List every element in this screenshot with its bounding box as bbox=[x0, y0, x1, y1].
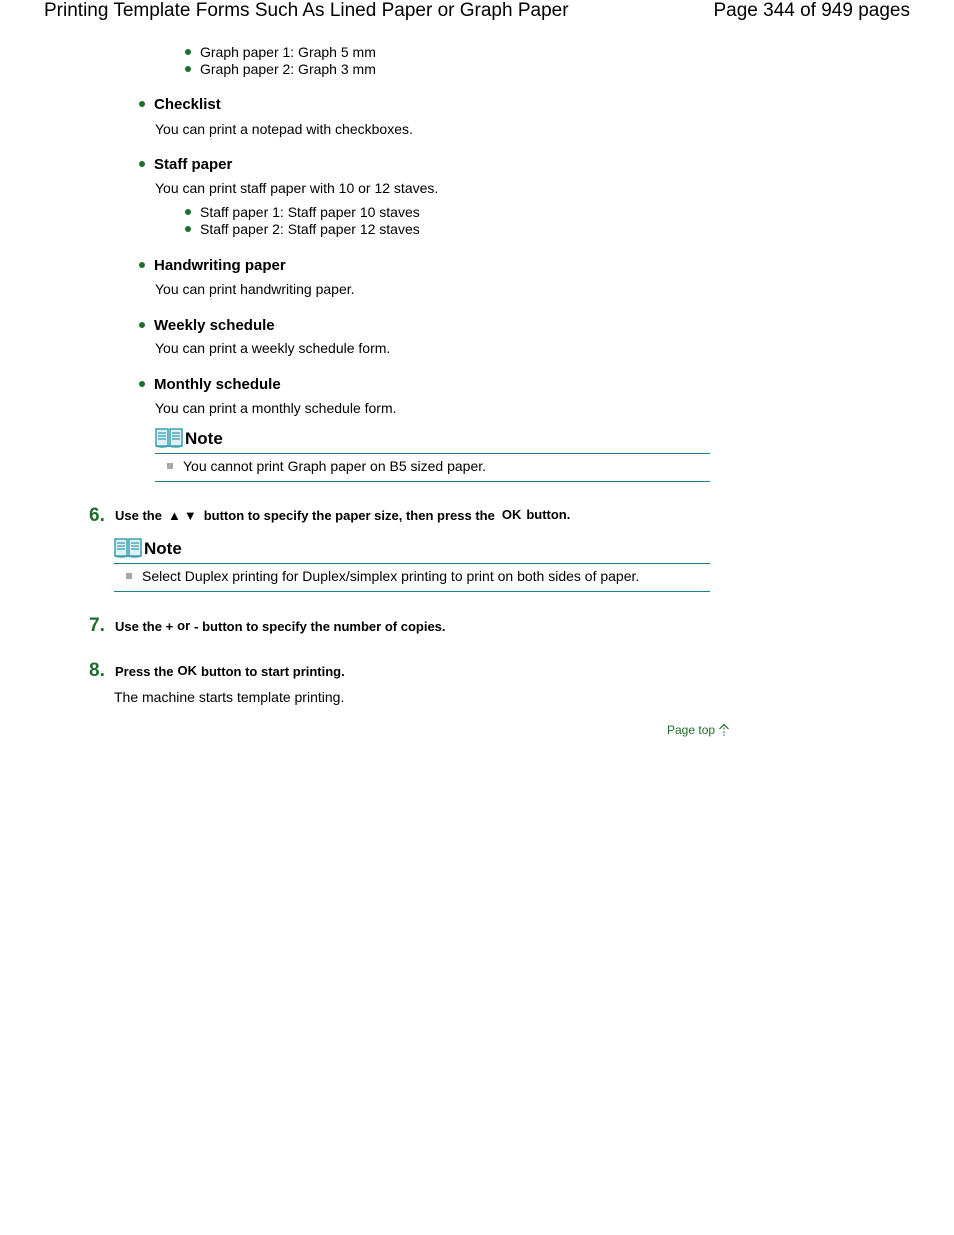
note-divider bbox=[114, 591, 710, 592]
step-number: 6. bbox=[89, 505, 105, 526]
book-icon bbox=[155, 427, 183, 449]
bullet-icon bbox=[185, 226, 191, 232]
section-heading-staff-paper: Staff paper bbox=[139, 156, 232, 173]
page-title: Printing Template Forms Such As Lined Paper or Graph Paper bbox=[44, 0, 569, 21]
section-desc-monthly: You can print a monthly schedule form. bbox=[155, 400, 397, 416]
note-heading: Note bbox=[114, 537, 182, 559]
section-desc-checklist: You can print a notepad with checkboxes. bbox=[155, 121, 413, 137]
list-item: Graph paper 1: Graph 5 mm bbox=[185, 44, 376, 60]
square-bullet-icon bbox=[126, 573, 132, 579]
bullet-icon bbox=[139, 381, 145, 387]
list-item: Staff paper 2: Staff paper 12 staves bbox=[185, 221, 420, 237]
bullet-icon bbox=[139, 161, 145, 167]
step-number: 8. bbox=[89, 660, 105, 681]
section-desc-staff-paper: You can print staff paper with 10 or 12 staves. bbox=[155, 180, 439, 196]
note-item: Select Duplex printing for Duplex/simplex printing to print on both sides of paper. bbox=[126, 568, 639, 584]
list-item: Staff paper 1: Staff paper 10 staves bbox=[185, 204, 420, 220]
note-heading: Note bbox=[155, 427, 223, 449]
section-desc-weekly: You can print a weekly schedule form. bbox=[155, 340, 391, 356]
ok-button-label: OK bbox=[501, 507, 522, 522]
step-instruction: Press the OK button to start printing. bbox=[115, 663, 345, 679]
note-item: You cannot print Graph paper on B5 sized paper. bbox=[167, 458, 486, 474]
arrow-up-icon bbox=[718, 723, 730, 737]
bullet-icon bbox=[185, 66, 191, 72]
up-arrow-icon: ▲ bbox=[167, 508, 181, 523]
bullet-icon bbox=[139, 322, 145, 328]
section-heading-monthly: Monthly schedule bbox=[139, 376, 281, 393]
ok-button-label: OK bbox=[177, 663, 198, 678]
bullet-icon bbox=[185, 49, 191, 55]
step-result: The machine starts template printing. bbox=[114, 689, 345, 705]
bullet-icon bbox=[139, 262, 145, 268]
square-bullet-icon bbox=[167, 463, 173, 469]
book-icon bbox=[114, 537, 142, 559]
page-counter: Page 344 of 949 pages bbox=[713, 0, 910, 21]
section-heading-handwriting: Handwriting paper bbox=[139, 257, 286, 274]
bullet-icon bbox=[139, 101, 145, 107]
note-divider bbox=[155, 481, 710, 482]
step-instruction: Use the ▲ ▼ button to specify the paper size, then press the OK button. bbox=[115, 507, 571, 523]
section-heading-checklist: Checklist bbox=[139, 96, 221, 113]
list-item: Graph paper 2: Graph 3 mm bbox=[185, 61, 376, 77]
section-heading-weekly: Weekly schedule bbox=[139, 317, 275, 334]
step-instruction: Use the + or - button to specify the number of copies. bbox=[115, 618, 446, 634]
down-arrow-icon: ▼ bbox=[183, 508, 197, 523]
note-divider bbox=[114, 563, 710, 564]
bullet-icon bbox=[185, 209, 191, 215]
note-divider bbox=[155, 453, 710, 454]
section-desc-handwriting: You can print handwriting paper. bbox=[155, 281, 355, 297]
step-number: 7. bbox=[89, 615, 105, 636]
page-top-link[interactable]: Page top bbox=[667, 723, 730, 737]
